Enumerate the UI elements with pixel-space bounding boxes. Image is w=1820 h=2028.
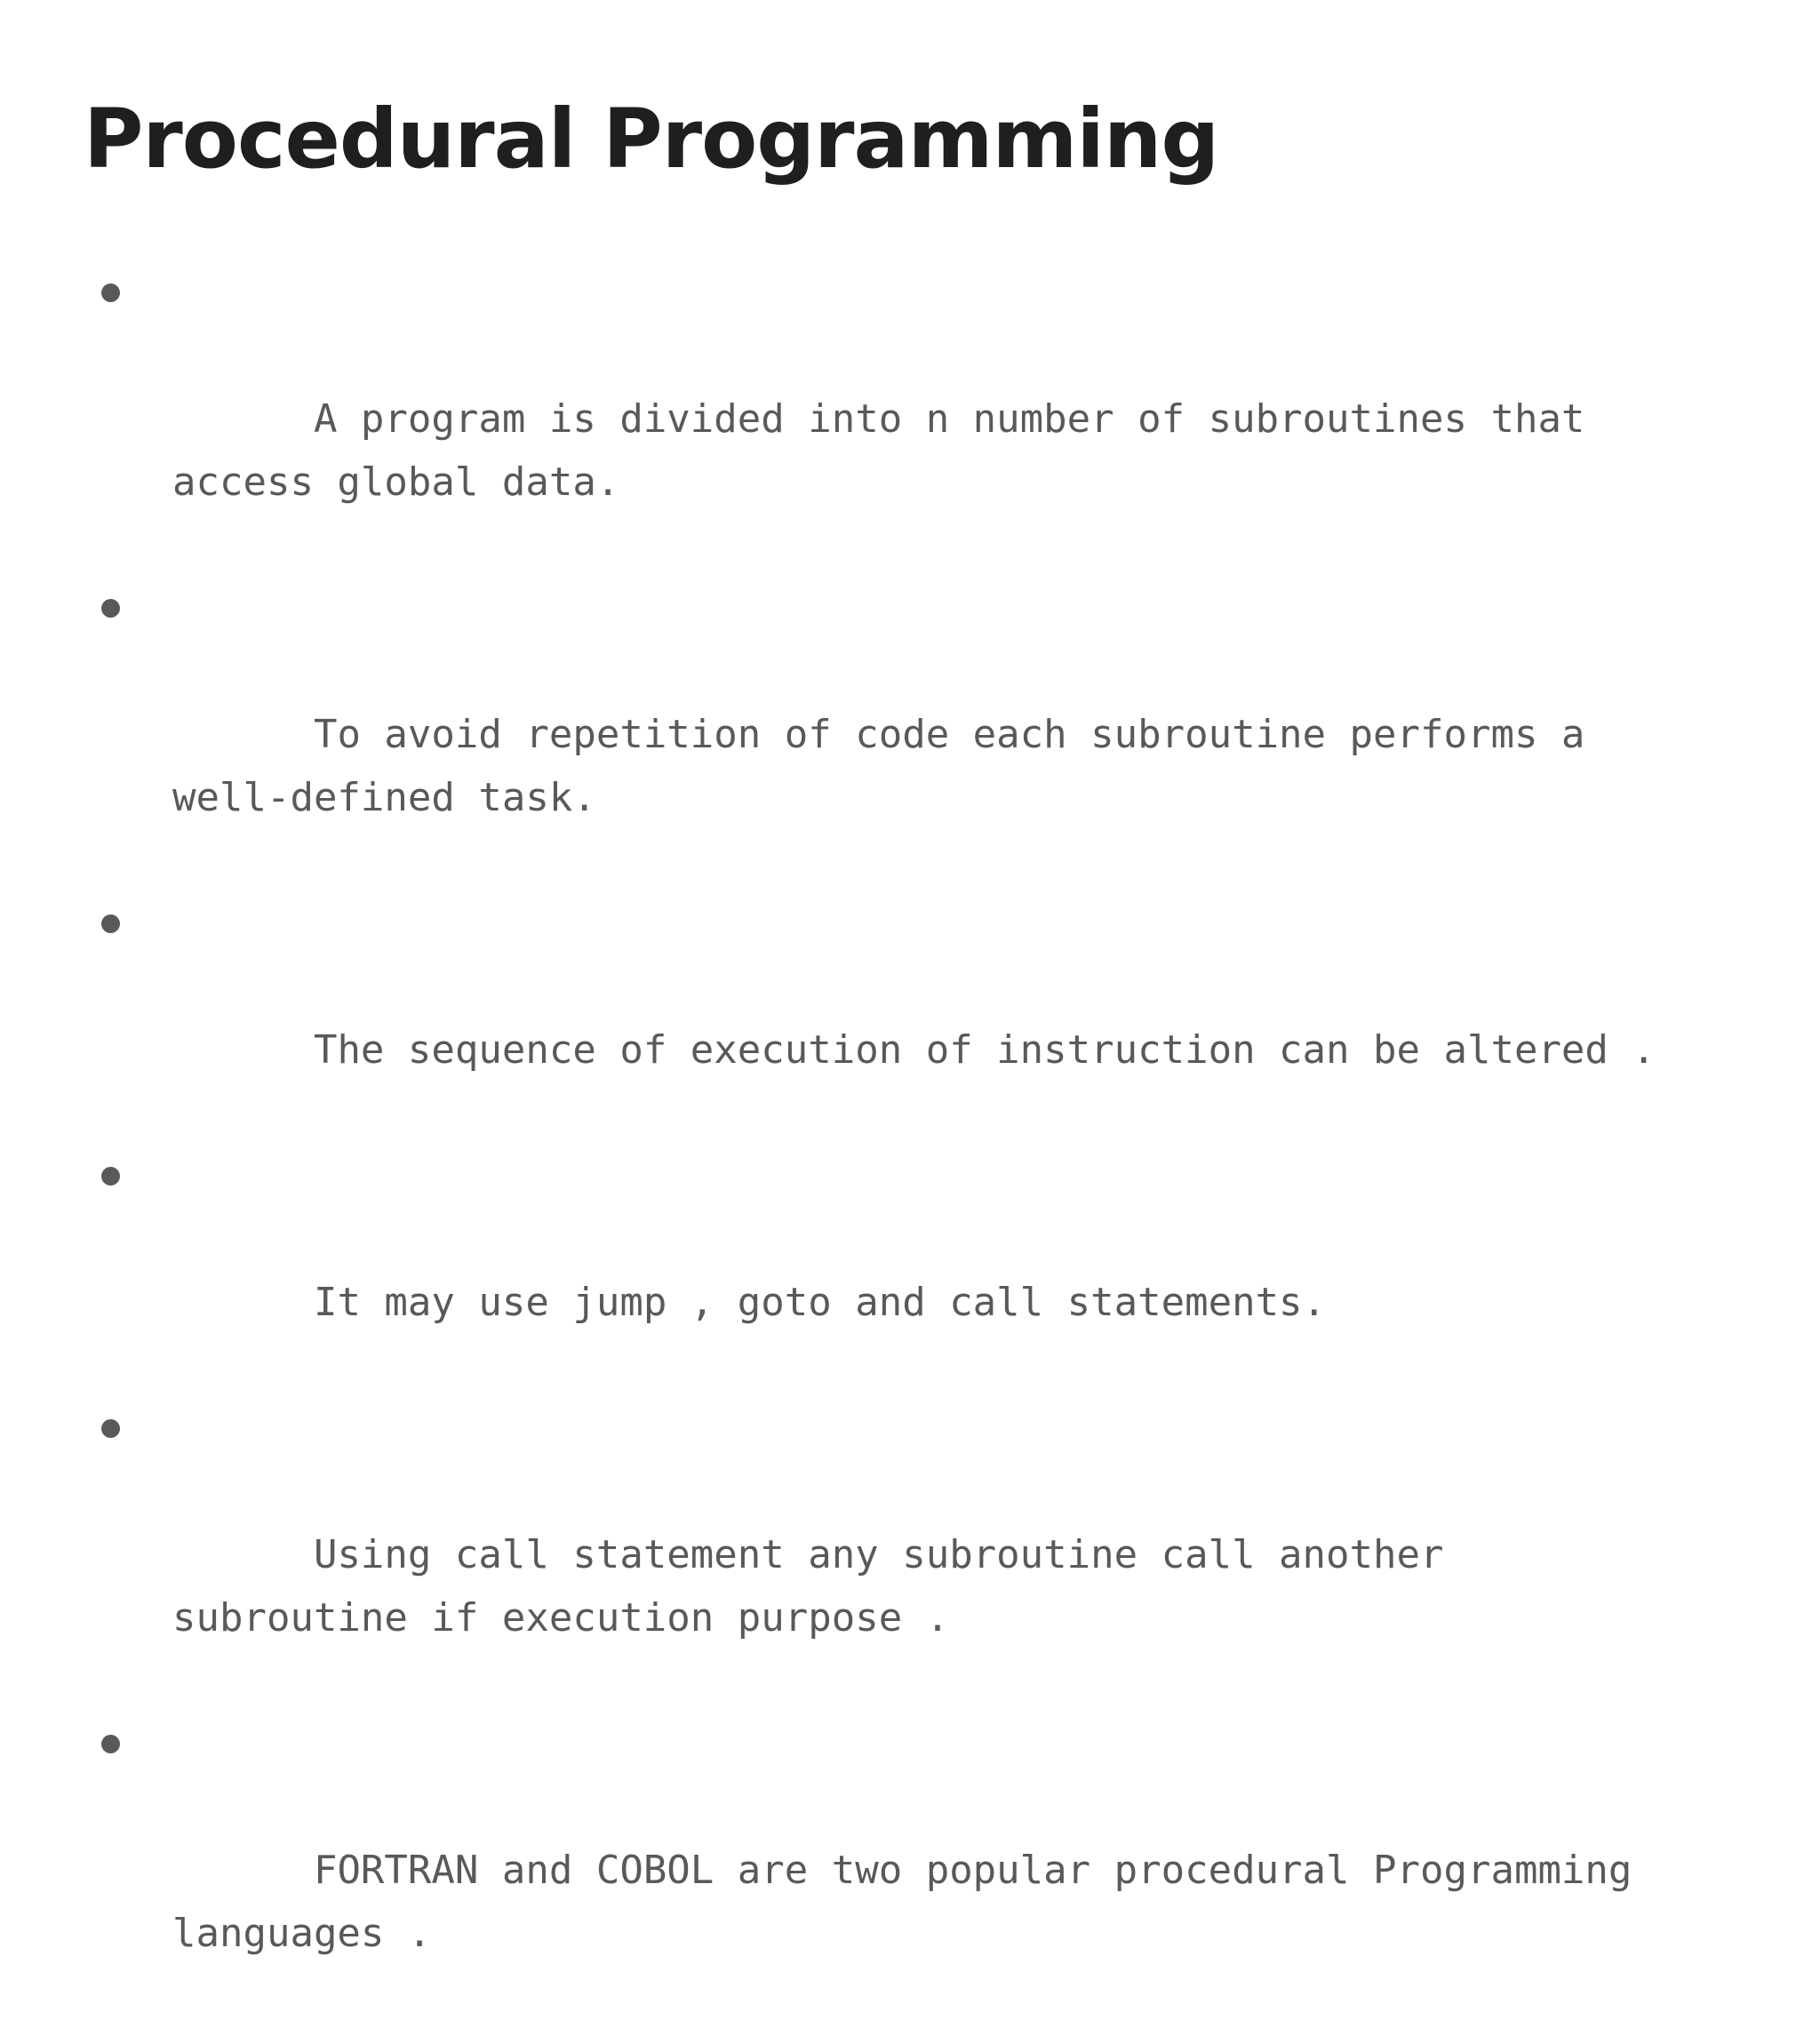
bullet-text: Using call statement any subroutine call another subroutine if execution purpose . bbox=[172, 1532, 1444, 1641]
bullet-text: FORTRAN and COBOL are two popular procedural Programming languages . bbox=[172, 1848, 1632, 1956]
bullet-dot-icon bbox=[101, 914, 120, 933]
bullet-text: It may use jump , goto and call statements. bbox=[313, 1280, 1327, 1325]
bullet-list bbox=[98, 261, 1786, 2028]
bullet-text: The sequence of execution of instruction can be altered . bbox=[313, 1027, 1656, 1073]
bullet-dot-icon bbox=[101, 1167, 120, 1186]
bullet-item bbox=[98, 1397, 1786, 1713]
slide-title: Procedural Programming bbox=[84, 92, 1219, 187]
bullet-item bbox=[98, 577, 1786, 892]
bullet-dot-icon bbox=[101, 1419, 120, 1438]
bullet-item bbox=[98, 1713, 1786, 2028]
bullet-text: To avoid repetition of code each subroutine performs a well-defined task. bbox=[172, 712, 1585, 820]
bullet-dot-icon bbox=[101, 599, 120, 618]
bullet-item bbox=[98, 1145, 1786, 1397]
bullet-dot-icon bbox=[101, 283, 120, 302]
bullet-item bbox=[98, 892, 1786, 1145]
bullet-text: A program is divided into n number of subroutines that access global data. bbox=[172, 396, 1585, 505]
bullet-dot-icon bbox=[101, 1735, 120, 1753]
bullet-item bbox=[98, 261, 1786, 577]
